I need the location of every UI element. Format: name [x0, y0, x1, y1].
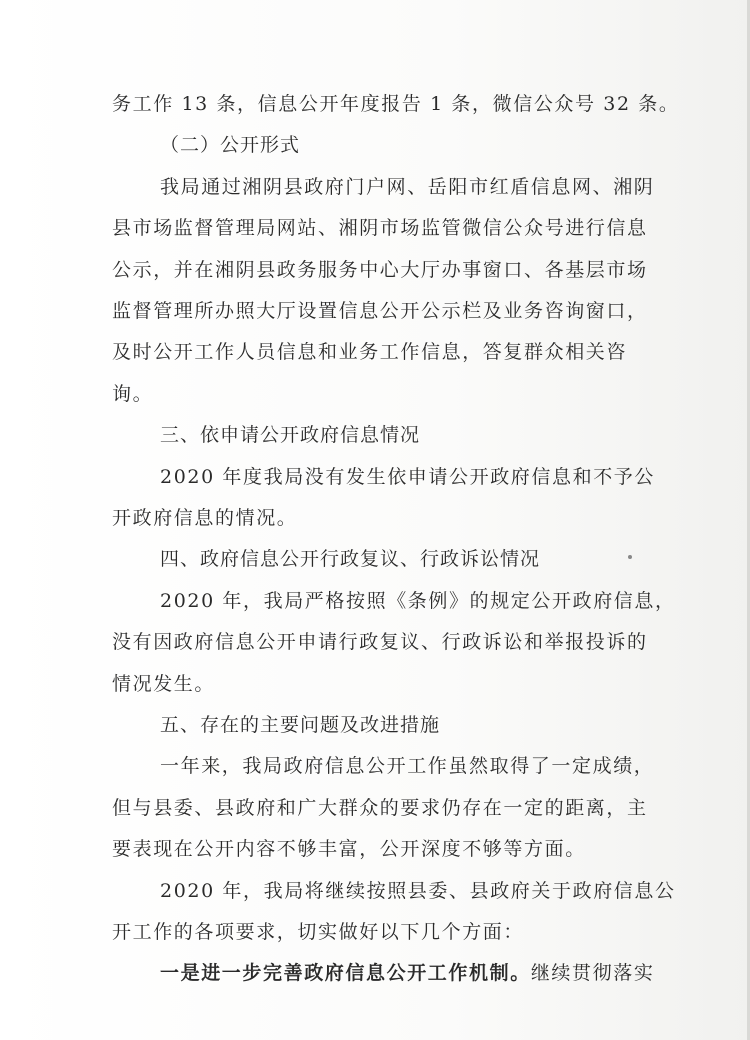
paragraph-line: 2020 年，我局严格按照《条例》的规定公开政府信息，: [160, 590, 676, 612]
subheading-public-form: （二）公开形式: [160, 134, 301, 156]
paragraph-line: 2020 年度我局没有发生依申请公开政府信息和不予公: [160, 466, 655, 488]
section-heading-3: 三、依申请公开政府信息情况: [160, 424, 421, 446]
paragraph-line: 开政府信息的情况。: [112, 507, 298, 529]
paragraph-line: 要表现在公开内容不够丰富，公开深度不够等方面。: [112, 838, 586, 860]
paragraph-line: 及时公开工作人员信息和业务工作信息，答复群众相关咨: [112, 341, 628, 363]
paragraph-line: 我局通过湘阴县政府门户网、岳阳市红盾信息网、湘阴: [160, 176, 655, 198]
scan-speck: [628, 555, 632, 559]
paragraph-line: 县市场监督管理局网站、湘阴市场监管微信公众号进行信息: [112, 217, 648, 239]
paragraph-line: 询。: [112, 383, 154, 405]
paragraph-line: 开工作的各项要求，切实做好以下几个方面：: [112, 921, 525, 943]
emphasis-line: 一是进一步完善政府信息公开工作机制。继续贯彻落实: [160, 962, 655, 984]
paragraph-line: 务工作 13 条，信息公开年度报告 1 条，微信公众号 32 条。: [112, 93, 680, 115]
section-heading-5: 五、存在的主要问题及改进措施: [160, 714, 441, 736]
paragraph-line: 监督管理所办照大厅设置信息公开公示栏及业务咨询窗口，: [112, 300, 648, 322]
paragraph-line: 2020 年，我局将继续按照县委、县政府关于政府信息公: [160, 880, 676, 902]
paragraph-line: 没有因政府信息公开申请行政复议、行政诉讼和举报投诉的: [112, 631, 648, 653]
paragraph-line-tail: 继续贯彻落实: [530, 962, 655, 984]
section-heading-4: 四、政府信息公开行政复议、行政诉讼情况: [160, 548, 541, 570]
paragraph-line: 情况发生。: [112, 673, 216, 695]
paragraph-line: 但与县委、县政府和广大群众的要求仍存在一定的距离，主: [112, 797, 648, 819]
paragraph-line: 公示，并在湘阴县政务服务中心大厅办事窗口、各基层市场: [112, 259, 648, 281]
paragraph-line: 一年来，我局政府信息公开工作虽然取得了一定成绩，: [160, 755, 655, 777]
